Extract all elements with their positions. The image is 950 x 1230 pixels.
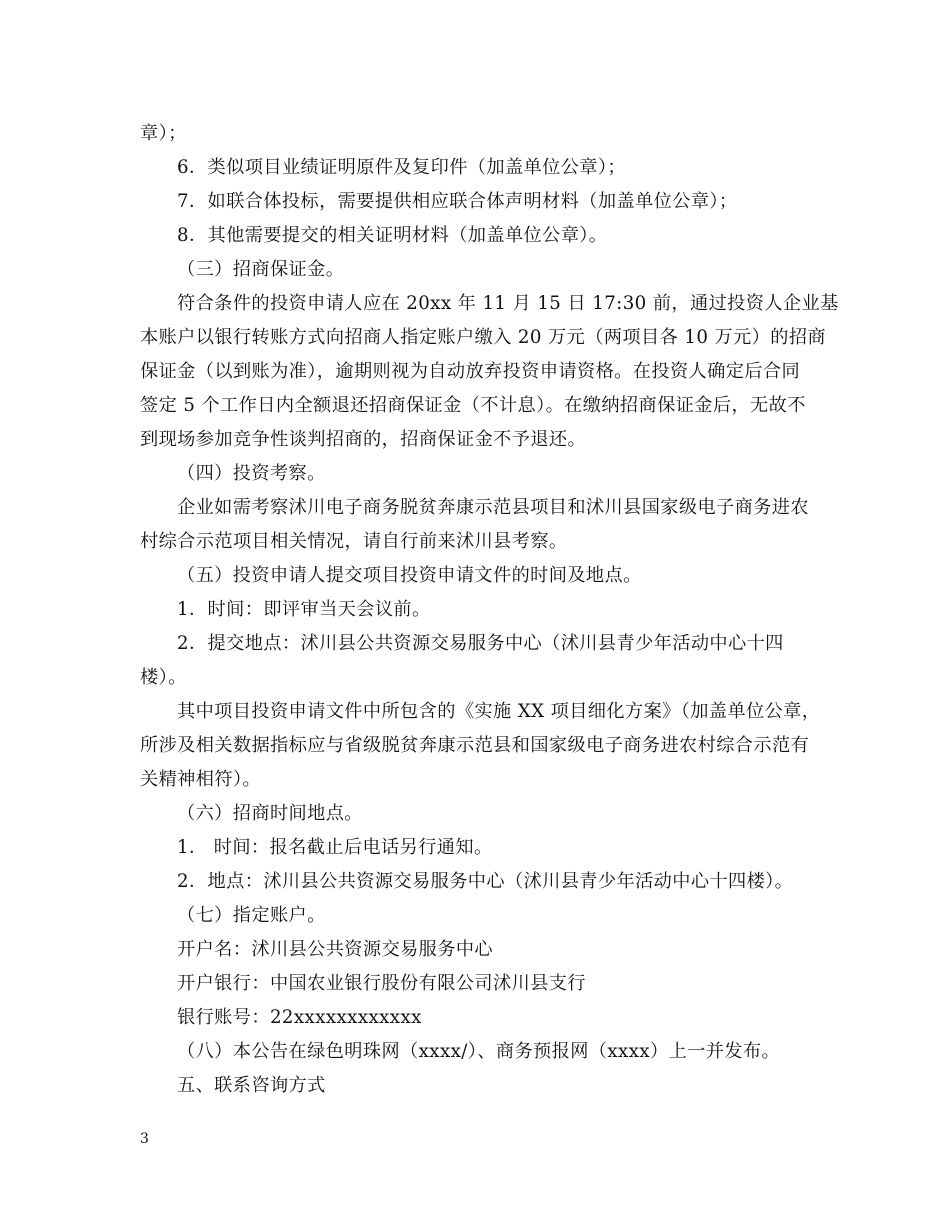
text-line: 其中项目投资申请文件中所包含的《实施 XX 项目细化方案》（加盖单位公章， — [177, 701, 821, 722]
section-heading: （四）投资考察。 — [177, 463, 326, 484]
text-line: 开户名：沭川县公共资源交易服务中心 — [177, 939, 493, 960]
text-line: 7．如联合体投标，需要提供相应联合体声明材料（加盖单位公章）； — [177, 191, 738, 212]
section-heading: 五、联系咨询方式 — [177, 1075, 326, 1096]
section-heading: （六）招商时间地点。 — [177, 803, 363, 824]
text-line: 保证金（以到账为准），逾期则视为自动放弃投资申请资格。在投资人确定后合同 — [140, 361, 801, 382]
text-line: 村综合示范项目相关情况，请自行前来沭川县考察。 — [140, 531, 568, 552]
text-line: 所涉及相关数据指标应与省级脱贫奔康示范县和国家级电子商务进农村综合示范有 — [140, 735, 810, 756]
text-line: 8．其他需要提交的相关证明材料（加盖单位公章）。 — [177, 225, 608, 246]
text-line: 楼）。 — [140, 667, 187, 688]
text-line: 本账户以银行转账方式向招商人指定账户缴入 20 万元（两项目各 10 万元）的招商 — [140, 327, 826, 348]
section-heading: （七）指定账户。 — [177, 905, 326, 926]
text-line: 企业如需考察沭川电子商务脱贫奔康示范县项目和沭川县国家级电子商务进农 — [177, 497, 809, 518]
text-line: 到现场参加竞争性谈判招商的，招商保证金不予退还。 — [140, 429, 587, 450]
text-line: 银行账号：22xxxxxxxxxxxx — [177, 1007, 422, 1028]
text-line: 1．时间：即评审当天会议前。 — [177, 599, 431, 620]
text-line: 签定 5 个工作日内全额退还招商保证金（不计息）。在缴纳招商保证金后，无故不 — [140, 395, 806, 416]
section-heading: （五）投资申请人提交项目投资申请文件的时间及地点。 — [177, 565, 642, 586]
page-number: 3 — [140, 1131, 149, 1147]
section-heading: （三）招商保证金。 — [177, 259, 345, 280]
text-line: 2．提交地点：沭川县公共资源交易服务中心（沭川县青少年活动中心十四 — [177, 633, 784, 654]
text-line: （八）本公告在绿色明珠网（xxxx/）、商务预报网（xxxx）上一并发布。 — [177, 1041, 781, 1062]
text-line: 关精神相符）。 — [140, 769, 262, 790]
text-line: 符合条件的投资申请人应在 20xx 年 11 月 15 日 17:30 前，通过投资人企业基 — [177, 293, 839, 314]
text-line: 6．类似项目业绩证明原件及复印件（加盖单位公章）； — [177, 157, 626, 178]
text-line: 开户银行：中国农业银行股份有限公司沭川县支行 — [177, 973, 586, 994]
text-line: 1． 时间：报名截止后电话另行通知。 — [177, 837, 493, 858]
text-line: 2．地点：沭川县公共资源交易服务中心（沭川县青少年活动中心十四楼）。 — [177, 871, 794, 892]
text-line: 章）； — [140, 123, 187, 144]
document-body — [140, 117, 839, 1103]
